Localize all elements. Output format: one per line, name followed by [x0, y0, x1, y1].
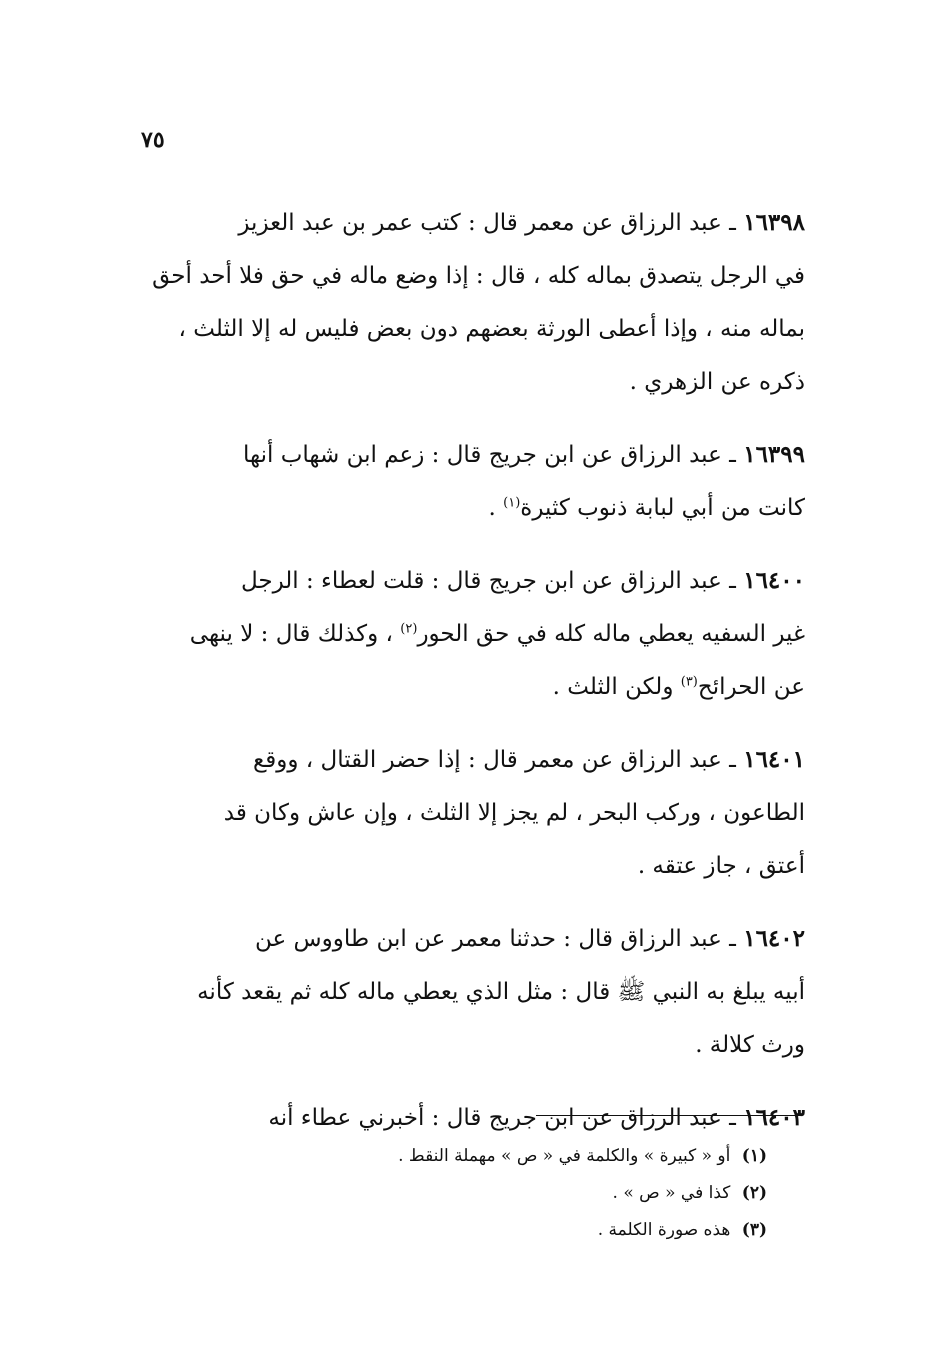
- hadith-entry: [135, 428, 805, 535]
- hadith-number: ١٦٤٠٢: [743, 925, 805, 952]
- hadith-number: ١٦٤٠١: [743, 746, 805, 773]
- text-line: [135, 482, 805, 535]
- text-line: [135, 428, 805, 482]
- footnote-ref: (٢): [400, 621, 418, 637]
- footnote-text: كذا في « ص » .: [612, 1183, 731, 1203]
- hadith-entry: [135, 196, 805, 409]
- text-line: [135, 554, 805, 608]
- hadith-entry: [135, 1091, 805, 1145]
- text-segment: غير السفيه يعطي ماله كله في حق الحور: [417, 621, 805, 647]
- footnote-number: (٢): [741, 1183, 767, 1203]
- text-segment: عبد الرزاق عن معمر قال : كتب عمر بن عبد العزيز: [238, 210, 722, 236]
- text-segment: ، وكذلك قال : لا ينهى: [189, 621, 401, 647]
- text-line: [135, 608, 805, 661]
- text-line: الطاعون ، وركب البحر ، لم يجز إلا الثلث ، وإن عاش وكان قد: [223, 800, 805, 826]
- footnote-number: (١): [741, 1146, 767, 1166]
- text-line: [135, 196, 805, 250]
- text-line: أعتق ، جاز عتقه .: [637, 853, 805, 879]
- hadith-number: ١٦٣٩٨: [743, 209, 805, 236]
- text-segment: ولكن الثلث .: [552, 674, 681, 700]
- dash: ـ: [729, 1105, 736, 1131]
- footnote-ref: (١): [503, 495, 521, 511]
- text-segment: عبد الرزاق عن ابن جريج قال : زعم ابن شهاب أنها: [243, 442, 722, 468]
- text-line: [135, 912, 805, 966]
- footnote-number: (٣): [741, 1220, 767, 1240]
- footnote: [480, 1212, 767, 1249]
- dash: ـ: [729, 747, 736, 773]
- text-line: [135, 1091, 805, 1145]
- text-line: ذكره عن الزهري .: [629, 369, 805, 395]
- text-segment: عبد الرزاق قال : حدثنا معمر عن ابن طاووس عن: [255, 926, 722, 952]
- hadith-number: ١٦٤٠٣: [743, 1104, 805, 1131]
- footnotes: [398, 1138, 767, 1249]
- hadith-entry: [135, 912, 805, 1072]
- footnote-divider: [536, 1115, 801, 1116]
- text-line: أبيه يبلغ به النبي ﷺ قال : مثل الذي يعطي ماله كله ثم يقعد كأنه: [197, 979, 805, 1005]
- text-line: ورث كلالة .: [695, 1032, 805, 1058]
- text-line: في الرجل يتصدق بماله كله ، قال : إذا وضع ماله في حق فلا أحد أحق: [152, 263, 805, 289]
- text-line: بماله منه ، وإذا أعطى الورثة بعضهم دون بعض فليس له إلا الثلث ،: [178, 316, 805, 342]
- text-segment: عبد الرزاق عن معمر قال : إذا حضر القتال ، ووقع: [253, 747, 722, 773]
- footnote: [398, 1138, 767, 1175]
- text-line: [135, 733, 805, 787]
- text-segment: كانت من أبي لبابة ذنوب كثيرة: [520, 495, 805, 521]
- hadith-number: ١٦٤٠٠: [743, 567, 805, 594]
- text-segment: عبد الرزاق عن ابن جريج قال : أخبرني عطاء أنه: [268, 1105, 722, 1131]
- text-segment: عبد الرزاق عن ابن جريج قال : قلت لعطاء : الرجل: [240, 568, 722, 594]
- footnote: [480, 1175, 767, 1212]
- dash: ـ: [729, 210, 736, 236]
- text-segment: .: [488, 495, 504, 521]
- dash: ـ: [729, 442, 736, 468]
- text-line: [135, 661, 805, 714]
- footnote-text: هذه صورة الكلمة .: [597, 1220, 731, 1240]
- footnote-ref: (٣): [680, 674, 698, 690]
- main-text: [135, 196, 805, 1164]
- text-segment: عن الحرائح: [697, 674, 805, 700]
- footnote-text: أو « كبيرة » والكلمة في « ص » مهملة النقط .: [398, 1146, 731, 1166]
- hadith-entry: [135, 554, 805, 714]
- hadith-number: ١٦٣٩٩: [743, 441, 805, 468]
- dash: ـ: [729, 568, 736, 594]
- hadith-entry: [135, 733, 805, 893]
- page-number: ٧٥: [141, 127, 165, 153]
- dash: ـ: [729, 926, 736, 952]
